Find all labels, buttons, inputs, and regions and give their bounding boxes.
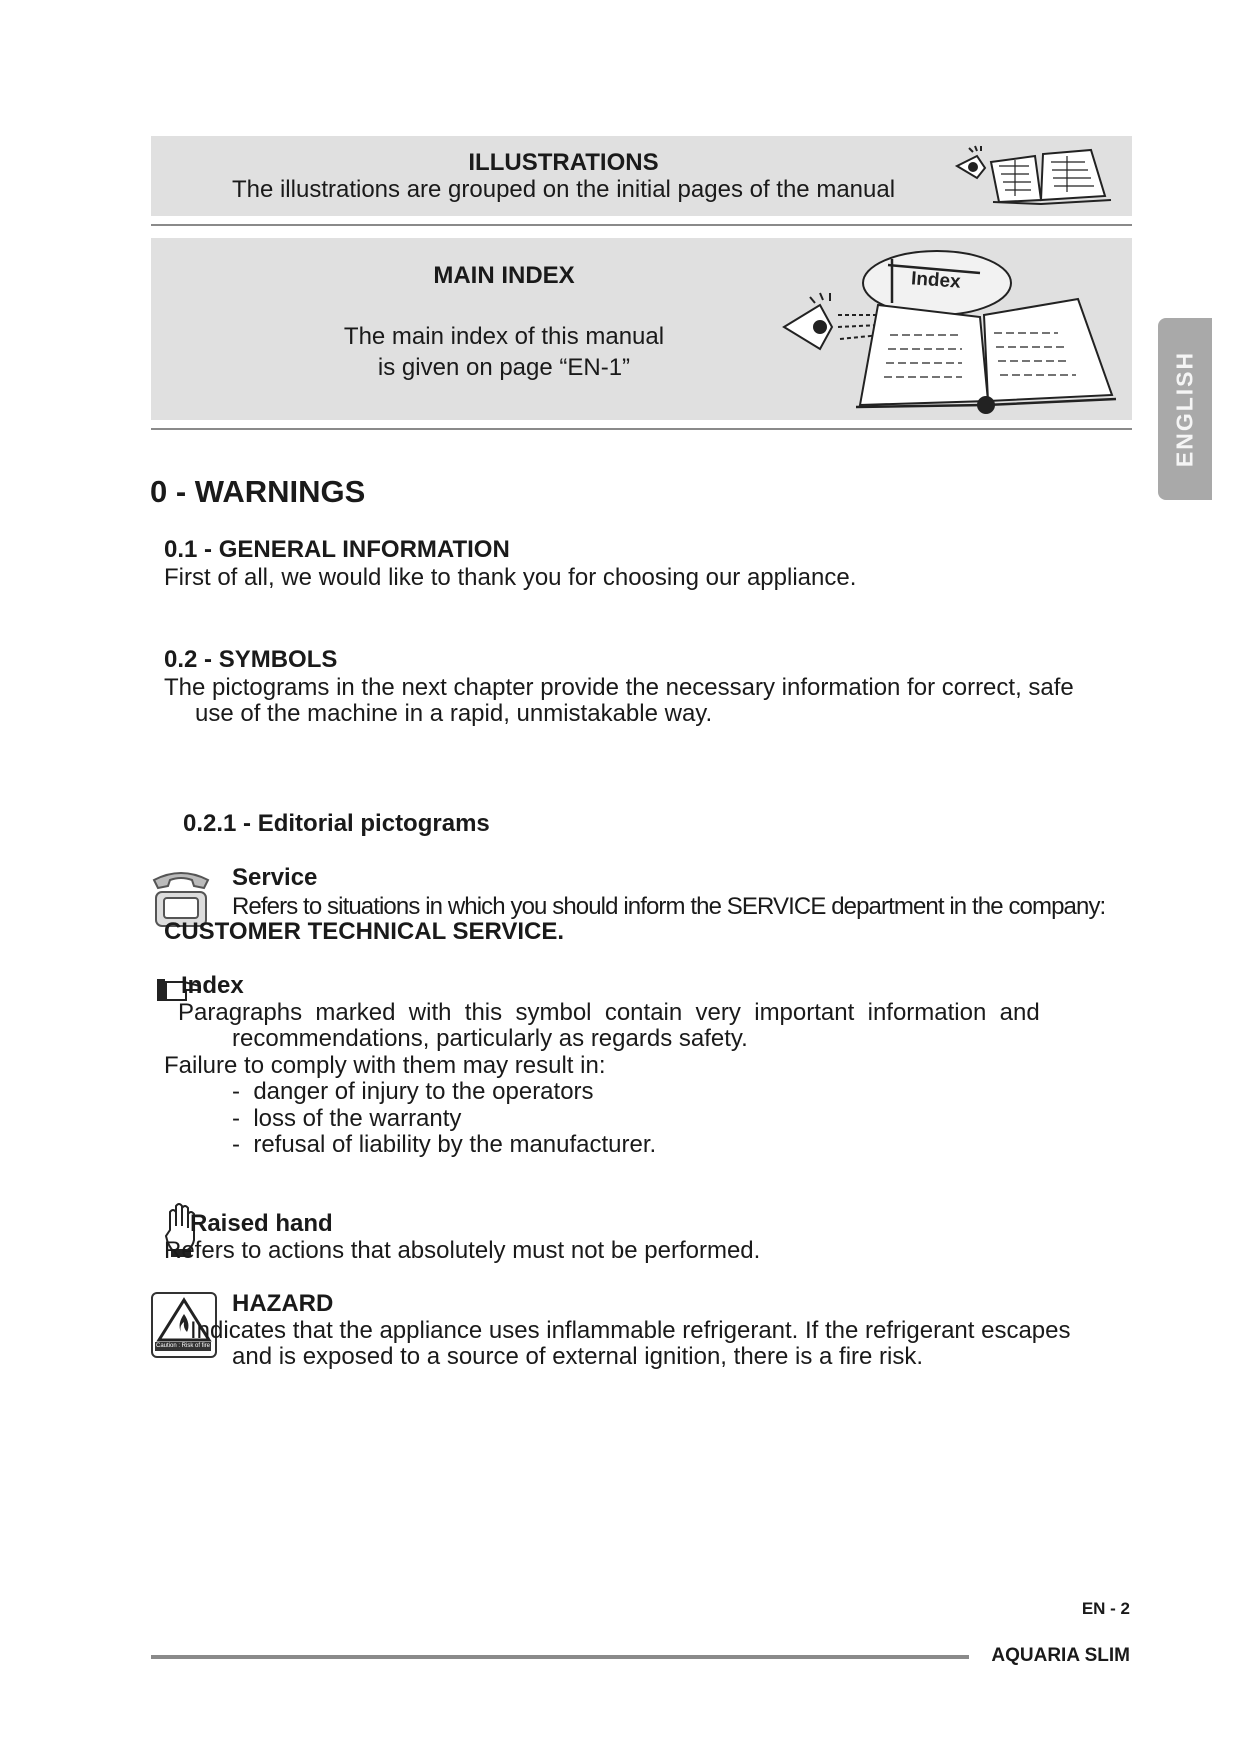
index-book-illustration — [780, 245, 1150, 417]
symbols-line1: The pictograms in the next chapter provide the necessary information for correct, safe — [164, 674, 1074, 701]
main-index-title: MAIN INDEX — [433, 262, 575, 289]
footer-product: AQUARIA SLIM — [991, 1645, 1130, 1666]
raised-hand-text: Refers to actions that absolutely must not be performed. — [164, 1237, 761, 1264]
hazard-title: HAZARD — [232, 1290, 334, 1317]
page-number: EN - 2 — [1081, 1599, 1130, 1618]
general-text: First of all, we would like to thank you for choosing our appliance. — [164, 564, 857, 591]
divider-rule — [151, 224, 1132, 226]
language-tab-label: ENGLISH — [1171, 350, 1198, 468]
symbols-heading: 0.2 - SYMBOLS — [164, 646, 338, 673]
main-index-line2: is given on page “EN-1” — [377, 354, 631, 381]
service-text: Refers to situations in which you should inform the SERVICE department in the company: — [232, 893, 1106, 920]
index-line3: Failure to comply with them may result in: — [164, 1052, 606, 1079]
divider-rule — [151, 428, 1132, 430]
hazard-line2: and is exposed to a source of external ignition, there is a fire risk. — [232, 1343, 924, 1370]
hazard-icon-caption: Caution : Risk of fire — [155, 1343, 211, 1349]
section-title: 0 - WARNINGS — [150, 474, 366, 509]
index-bullet: - refusal of liability by the manufacturer. — [232, 1131, 657, 1158]
open-book-eye-icon — [955, 142, 1127, 210]
illustrations-title: ILLUSTRATIONS — [468, 149, 659, 176]
language-tab — [1158, 318, 1212, 500]
illustrations-text: The illustrations are grouped on the initial pages of the manual — [231, 176, 896, 203]
index-title: Index — [181, 972, 244, 999]
main-index-line1: The main index of this manual — [343, 323, 665, 350]
index-book-label: Index — [910, 268, 962, 293]
index-line1: Paragraphs marked with this symbol contain very important information and — [178, 999, 1040, 1026]
editorial-heading: 0.2.1 - Editorial pictograms — [183, 810, 490, 837]
service-title: Service — [232, 864, 318, 891]
index-line2: recommendations, particularly as regards safety. — [232, 1025, 748, 1052]
index-bullet: - loss of the warranty — [232, 1105, 462, 1132]
footer-rule — [151, 1655, 969, 1659]
service-bold-text: CUSTOMER TECHNICAL SERVICE. — [164, 918, 565, 945]
general-heading: 0.1 - GENERAL INFORMATION — [164, 536, 510, 563]
symbols-line2: use of the machine in a rapid, unmistakable way. — [195, 700, 713, 727]
raised-hand-title: Raised hand — [190, 1210, 333, 1237]
hazard-line1: Indicates that the appliance uses inflammable refrigerant. If the refrigerant escapes — [190, 1317, 1071, 1344]
index-bullet: - danger of injury to the operators — [232, 1078, 594, 1105]
